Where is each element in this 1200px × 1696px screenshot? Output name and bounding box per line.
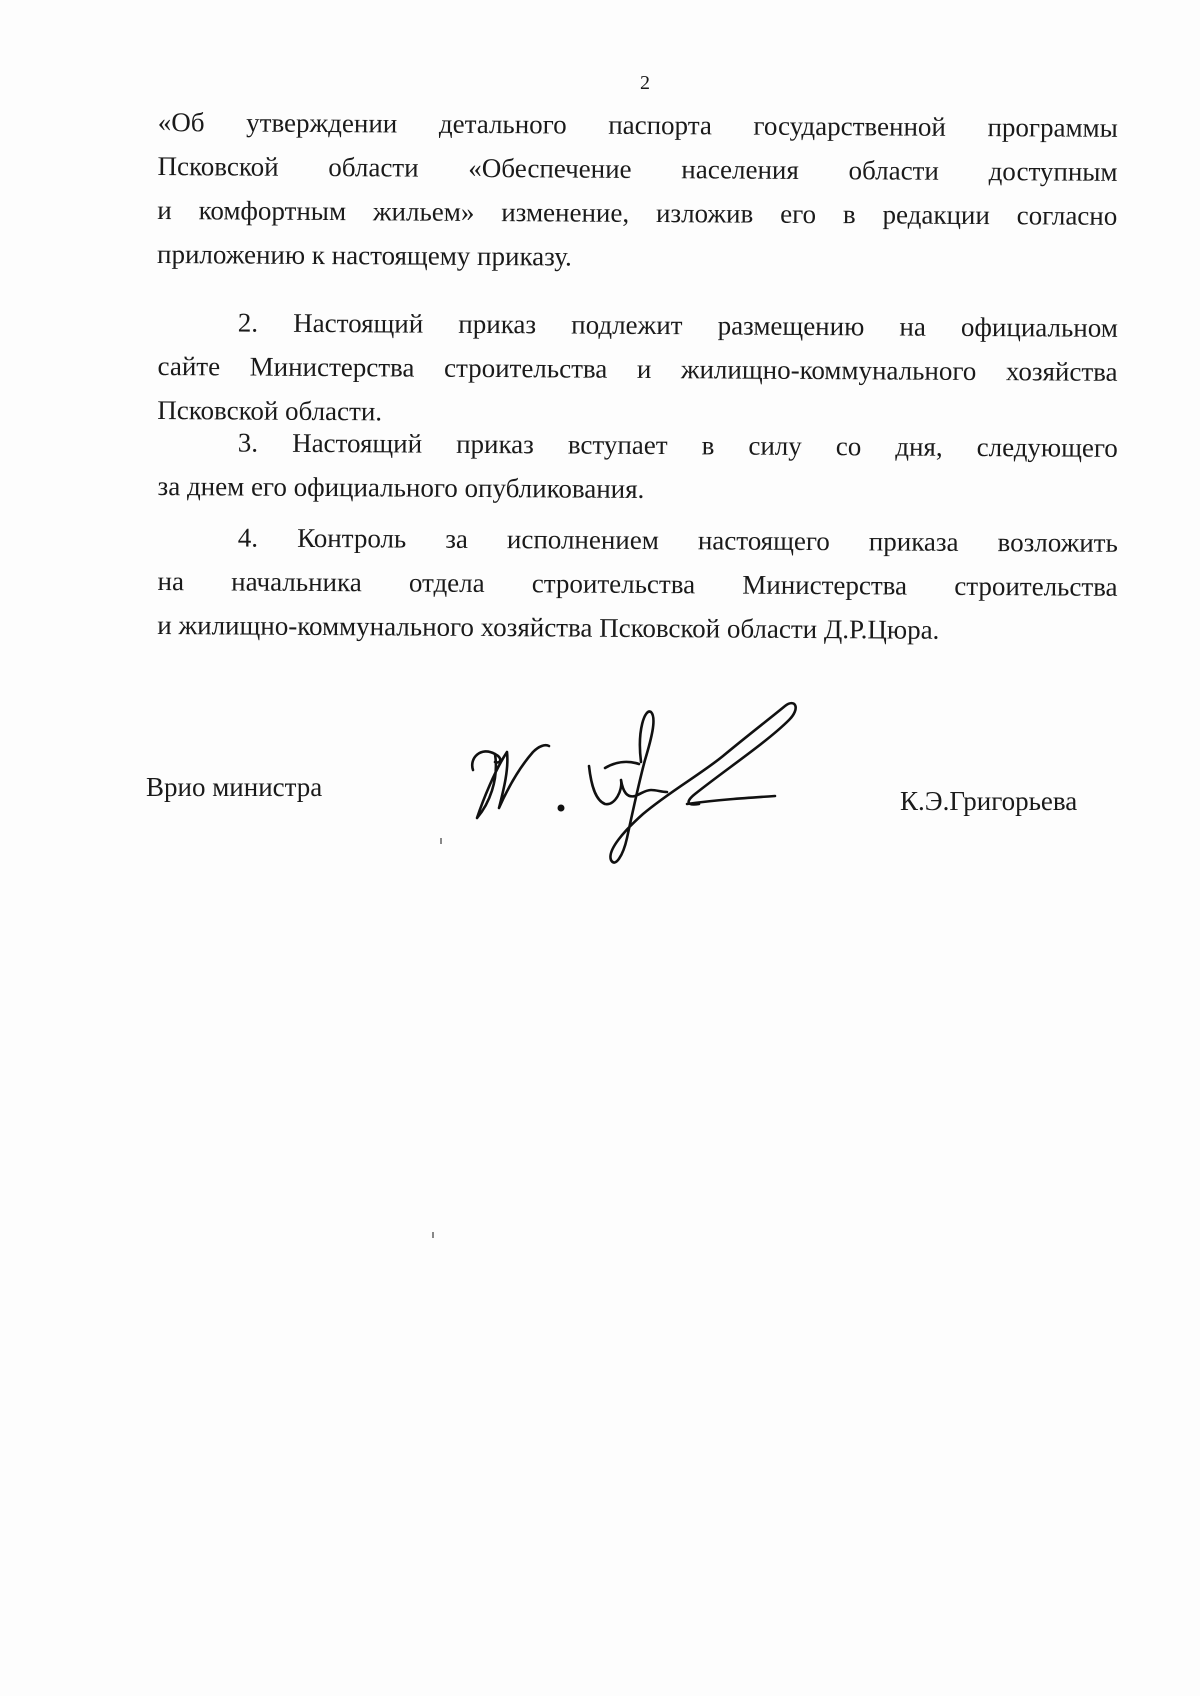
paragraph-line: Псковской области «Обеспечение населения области доступным [157,150,1118,187]
handwritten-signature [455,700,855,875]
scan-speck [440,838,442,844]
scan-speck [432,1232,434,1238]
page-number: 2 [640,72,650,94]
paragraph-line: и жилищно-коммунального хозяйства Псковской области Д.Р.Цюра. [157,609,940,645]
signer-title: Врио министра [146,772,323,802]
paragraph-line: «Об утверждении детального паспорта государственной программы [157,106,1118,143]
paragraph-line: за днем его официального опубликования. [157,470,645,504]
paragraph-line: приложению к настоящему приказу. [156,238,572,272]
paragraph-line: 3. Настоящий приказ вступает в силу со дня, следующего [237,427,1118,463]
signature-block [0,700,1200,880]
paragraph-line: на начальника отдела строительства Министерства строительства [157,565,1118,602]
paragraph-line: сайте Министерства строительства и жилищно-коммунального хозяйства [157,350,1118,387]
paragraph-2 [157,300,1118,438]
paragraph-3 [157,420,1118,514]
paragraph-1 [157,100,1118,282]
paragraph-line: 2. Настоящий приказ подлежит размещению на официальном [237,307,1118,343]
signer-name: К.Э.Григорьева [900,786,1078,816]
paragraph-line: и комфортным жильем» изменение, изложив его в редакции согласно [157,194,1118,231]
paragraph-line: Псковской области. [157,394,383,427]
paragraph-line: 4. Контроль за исполнением настоящего приказа возложить [237,522,1118,558]
paragraph-4 [157,515,1118,653]
